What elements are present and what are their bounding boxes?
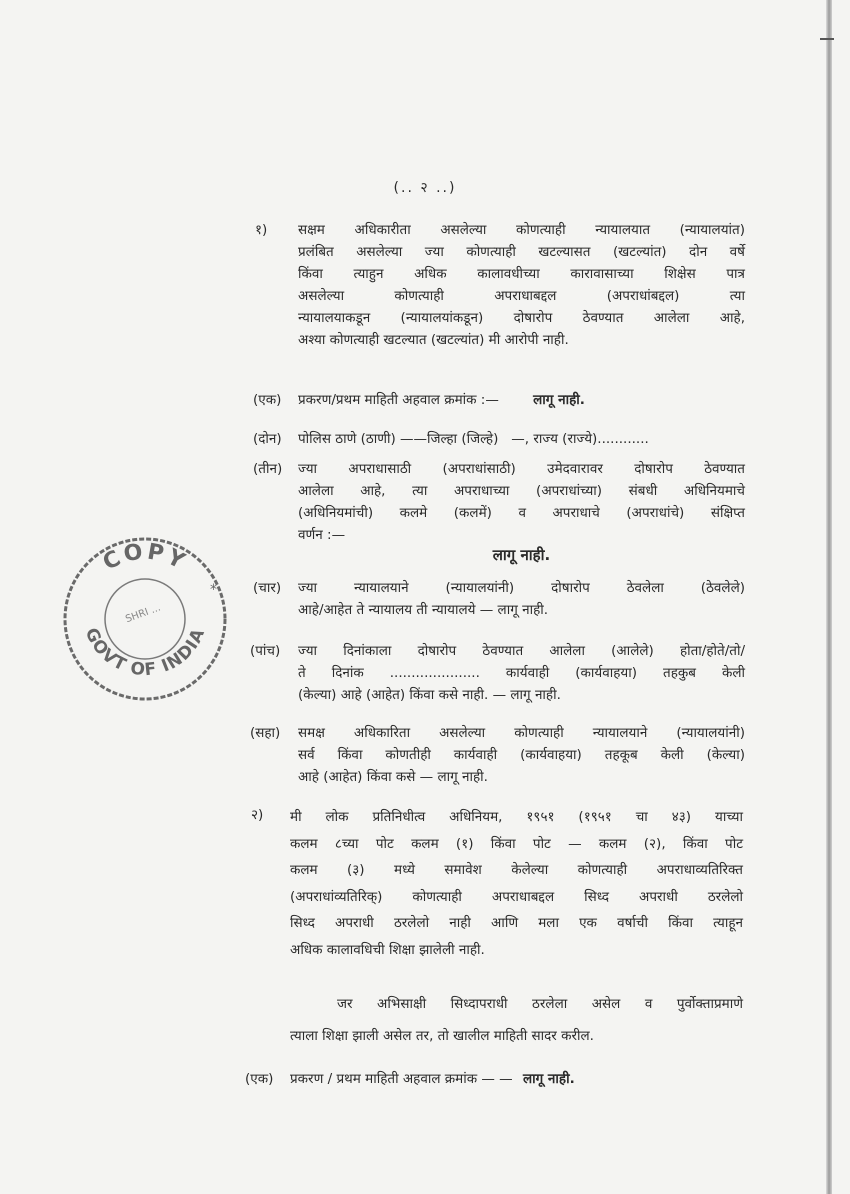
sub-don-text: पोलिस ठाणे (ठाणी) ——जिल्हा (जिल्हे) —, राज्य (राज्ये)............	[298, 431, 649, 447]
item-1-line: सक्षम अधिकारीता असलेल्या कोणत्याही न्यायालयात (न्यायालयांत)	[298, 222, 745, 238]
sub-ek-text: प्रकरण/प्रथम माहिती अहवाल क्रमांक :—	[298, 392, 499, 408]
sub-teen-line: (अधिनियमांची) कलमे (कलमें) व अपराधाचे (अपराधांचे) संक्षिप्त	[298, 505, 745, 521]
sub-saha-label: (सहा)	[250, 725, 281, 741]
sub-saha-line: आहे (आहेत) किंवा कसे — लागू नाही.	[298, 769, 488, 785]
sub-char-line: आहे/आहेत ते न्यायालय ती न्यायालये — लागू नाही.	[298, 602, 549, 618]
sub-pach-text	[298, 640, 745, 706]
sub-teen-line: ज्या अपराधासाठी (अपराधांसाठी) उमेदवारावर दोषारोप ठेवण्यात	[298, 461, 745, 477]
sub-pach-label: (पांच)	[250, 643, 281, 659]
stamp-star-icon: *	[210, 582, 217, 598]
item-1-line: प्रलंबित असलेल्या ज्या कोणत्याही खटल्यासत (खटल्यांत) दोन वर्षे	[298, 244, 745, 260]
sub-char-line: ज्या न्यायालयाने (न्यायालयांनी) दोषारोप ठेवलेला (ठेवलेले)	[298, 580, 745, 596]
final-ek-text: प्रकरण / प्रथम माहिती अहवाल क्रमांक — —	[290, 1071, 513, 1087]
page-edge-mark	[820, 38, 834, 40]
sub-don-label: (दोन)	[253, 431, 282, 447]
item-2-number: २)	[251, 807, 264, 823]
sub-pach-line: ते दिनांक ..................... कार्यवाही (कार्यवाहया) तहकुब केली	[298, 665, 745, 681]
item-2-line: कलम (३) मध्ये समावेश केलेल्या कोणत्याही अपराधाव्यतिरिक्त	[290, 862, 743, 878]
final-ek-row	[290, 1068, 743, 1090]
sub-char-label: (चार)	[253, 580, 282, 596]
sub-saha-line: समक्ष अधिकारिता असलेल्या कोणत्याही न्यायालयाने (न्यायालयांनी)	[298, 725, 745, 741]
sub-saha-text	[298, 722, 745, 788]
sub-char-text	[298, 577, 745, 621]
final-ek-label: (एक)	[245, 1071, 274, 1087]
sub-ek-value: लागू नाही.	[533, 392, 585, 408]
item-2-text	[290, 804, 743, 963]
item-2-line: कलम ८च्या पोट कलम (१) किंवा पोट — कलम (२), किंवा पोट	[290, 835, 743, 852]
sub-teen-value: लागू नाही.	[492, 546, 551, 564]
svg-text:GOVT OF INDIA	[81, 625, 210, 680]
item-1-line: अश्या कोणत्याही खटल्यात (खटल्यांत) मी आरोपी नाही.	[298, 332, 569, 348]
item-2-line: (अपराधांव्यतिरिक्) कोणत्याही अपराधाबद्दल सिध्द अपराधी ठरलेलो	[290, 888, 743, 905]
item-1-line: असलेल्या कोणत्याही अपराधाबद्दल (अपराधांबद्दल) त्या	[298, 288, 745, 304]
note-line: जर अभिसाक्षी सिध्दापराधी ठरलेला असेल व पुर्वोक्ताप्रमाणे	[337, 996, 743, 1012]
item-1-line: न्यायालयाकडून (न्यायालयांकडून) दोषारोप ठेवण्यात आलेला आहे,	[298, 310, 745, 326]
item-2-line: सिध्द अपराधी ठरलेलो नाही आणि मला एक वर्षाची किंवा त्याहून	[290, 915, 743, 931]
sub-ek-label: (एक)	[253, 392, 282, 408]
item-1-number: १)	[255, 222, 268, 238]
note-paragraph	[290, 988, 743, 1052]
sub-pach-line: (केल्या) आहे (आहेत) किंवा कसे नाही. — लागू नाही.	[298, 687, 561, 703]
sub-teen-text	[298, 458, 745, 546]
item-1-text	[298, 219, 745, 351]
item-2-line: अधिक कालावधिची शिक्षा झालेली नाही.	[290, 941, 485, 958]
sub-ek-row	[298, 389, 745, 411]
stamp-top-text: COPY	[99, 539, 191, 576]
note-line: त्याला शिक्षा झाली असेल तर, तो खालील माहिती सादर करील.	[290, 1028, 594, 1044]
item-1-line: किंवा त्याहुन अधिक कालावधीच्या कारावासाच्या शिक्षेस पात्र	[298, 266, 745, 282]
stamp-inner-text: SHRI ...	[124, 602, 163, 626]
page-number-marker: (.. २ ..)	[393, 180, 457, 196]
final-ek-value: लागू नाही.	[522, 1071, 575, 1087]
sub-teen-line: आलेला आहे, त्या अपराधाच्या (अपराधांच्या) संबधी अधिनियमाचे	[298, 483, 745, 499]
sub-pach-line: ज्या दिनांकाला दोषारोप ठेवण्यात आलेला (आलेले) होता/होते/तो/	[298, 643, 745, 659]
sub-teen-label: (तीन)	[253, 461, 283, 477]
sub-saha-line: सर्व किंवा कोणतीही कार्यवाही (कार्यवाहया) तहकूब केली (केल्या)	[298, 747, 745, 763]
sub-teen-line: वर्णन :—	[298, 527, 346, 543]
stamp-bottom-text: GOVT OF INDIA	[80, 625, 210, 681]
rubber-stamp	[60, 534, 230, 704]
item-2-line: मी लोक प्रतिनिधीत्व अधिनियम, १९५१ (१९५१ चा ४३) याच्या	[290, 809, 743, 825]
